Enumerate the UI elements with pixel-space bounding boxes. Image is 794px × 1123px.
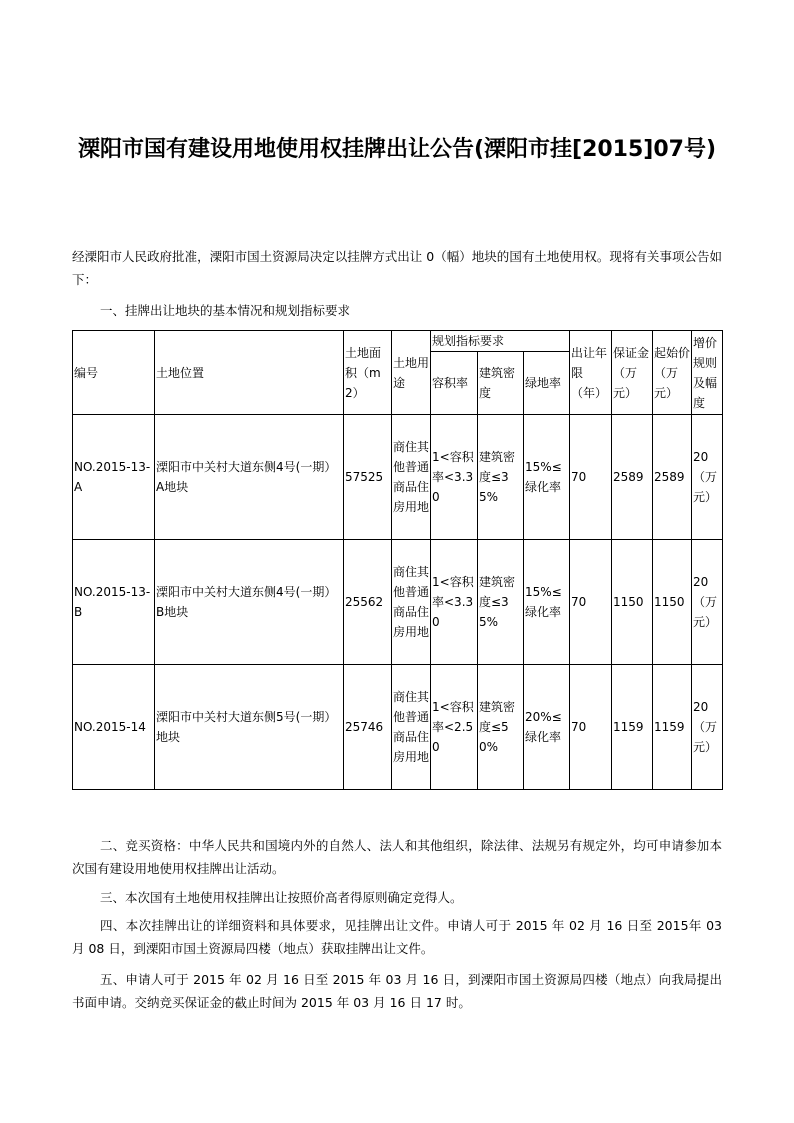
cell-green: 20%≤绿化率: [524, 665, 570, 790]
table-row: [73, 540, 723, 665]
cell-term: 70: [570, 665, 612, 790]
cell-increment: 20（万元）: [692, 665, 723, 790]
header-density: 建筑密度: [478, 352, 524, 415]
cell-density: 建筑密度≤35%: [478, 415, 524, 540]
cell-deposit: 2589: [612, 415, 653, 540]
cell-density: 建筑密度≤35%: [478, 540, 524, 665]
cell-use: 商住其他普通商品住房用地: [392, 415, 431, 540]
cell-id: NO.2015-13-A: [73, 415, 155, 540]
cell-density: 建筑密度≤50%: [478, 665, 524, 790]
cell-use: 商住其他普通商品住房用地: [392, 540, 431, 665]
section-2-paragraph: 二、竞买资格：中华人民共和国境内外的自然人、法人和其他组织，除法律、法规另有规定外，均可申请参加本次国有建设用地使用权挂牌出让活动。: [72, 838, 722, 876]
cell-area: 25746: [344, 665, 392, 790]
cell-term: 70: [570, 540, 612, 665]
cell-deposit: 1150: [612, 540, 653, 665]
cell-id: NO.2015-14: [73, 665, 155, 790]
header-use: 土地用途: [392, 331, 431, 415]
cell-id: NO.2015-13-B: [73, 540, 155, 665]
cell-area: 25562: [344, 540, 392, 665]
cell-far: 1<容积率<3.30: [431, 540, 478, 665]
cell-start-price: 1159: [653, 665, 692, 790]
cell-use: 商住其他普通商品住房用地: [392, 665, 431, 790]
section-3-paragraph: 三、本次国有土地使用权挂牌出让按照价高者得原则确定竞得人。: [100, 890, 463, 905]
cell-increment: 20（万元）: [692, 540, 723, 665]
section-4-paragraph: 四、本次挂牌出让的详细资料和具体要求，见挂牌出让文件。申请人可于 2015 年 02 月 16 日至 2015年 03 月 08 日，到溧阳市国土资源局四楼（地点）获取挂牌出让文件。: [72, 918, 722, 956]
header-deposit: 保证金（万元）: [612, 331, 653, 415]
header-far: 容积率: [431, 352, 478, 415]
header-green: 绿地率: [524, 352, 570, 415]
header-term: 出让年限（年）: [570, 331, 612, 415]
cell-far: 1<容积率<2.50: [431, 665, 478, 790]
header-increment: 增价规则及幅度: [692, 331, 723, 415]
table-row: [73, 665, 723, 790]
intro-paragraph: 经溧阳市人民政府批准，溧阳市国土资源局决定以挂牌方式出让 0（幅）地块的国有土地使用权。现将有关事项公告如下：: [72, 249, 722, 287]
cell-term: 70: [570, 415, 612, 540]
cell-green: 15%≤绿化率: [524, 415, 570, 540]
cell-increment: 20（万元）: [692, 415, 723, 540]
header-start-price: 起始价（万元）: [653, 331, 692, 415]
header-location: 土地位置: [155, 331, 344, 415]
header-id: 编号: [73, 331, 155, 415]
section-5-paragraph: 五、申请人可于 2015 年 02 月 16 日至 2015 年 03 月 16 日，到溧阳市国土资源局四楼（地点）向我局提出书面申请。交纳竞买保证金的截止时间为 2015 年 03 月 16 日 17 时。: [72, 972, 722, 1010]
page-title: 溧阳市国有建设用地使用权挂牌出让公告(溧阳市挂[2015]07号): [77, 137, 717, 162]
table-row: [73, 415, 723, 540]
cell-start-price: 2589: [653, 415, 692, 540]
cell-green: 15%≤绿化率: [524, 540, 570, 665]
cell-area: 57525: [344, 415, 392, 540]
header-planning: 规划指标要求: [431, 331, 570, 352]
land-parcel-table: [72, 330, 723, 790]
section-1-heading: 一、挂牌出让地块的基本情况和规划指标要求: [100, 303, 351, 318]
cell-location: 溧阳市中关村大道东侧4号(一期）A地块: [155, 415, 344, 540]
cell-start-price: 1150: [653, 540, 692, 665]
cell-location: 溧阳市中关村大道东侧4号(一期）B地块: [155, 540, 344, 665]
cell-deposit: 1159: [612, 665, 653, 790]
header-area: 土地面积（m2）: [344, 331, 392, 415]
cell-location: 溧阳市中关村大道东侧5号(一期）地块: [155, 665, 344, 790]
cell-far: 1<容积率<3.30: [431, 415, 478, 540]
